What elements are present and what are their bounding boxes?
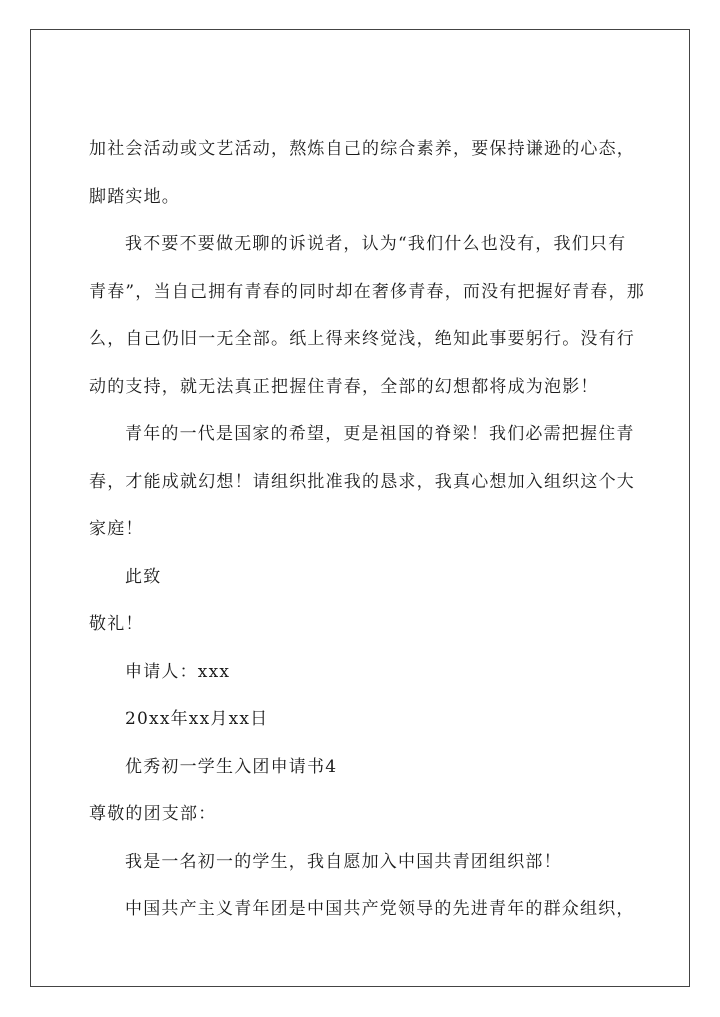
text-line: 加社会活动或文艺活动，熬炼自己的综合素养，要保持谦逊的心态， bbox=[89, 139, 635, 159]
document-body bbox=[89, 126, 649, 934]
section-title: 优秀初一学生入团申请书4 bbox=[125, 756, 338, 777]
text-line: 青春”，当自己拥有青春的同时却在奢侈青春，而没有把握好青春，那 bbox=[89, 281, 645, 302]
text-line: 动的支持，就无法真正把握住青春，全部的幻想都将成为泡影！ bbox=[89, 376, 599, 397]
application-date: 20xx年xx月xx日 bbox=[125, 709, 269, 729]
text-line: 青年的一代是国家的希望，更是祖国的脊梁！我们必需把握住青 bbox=[125, 424, 635, 444]
text-line: 春，才能成就幻想！请组织批准我的恳求，我真心想加入组织这个大 bbox=[89, 471, 635, 492]
closing-salutation: 此致 bbox=[125, 566, 162, 587]
greeting: 尊敬的团支部： bbox=[89, 804, 217, 824]
applicant-name: 申请人：xxx bbox=[125, 661, 231, 682]
document-page bbox=[30, 29, 690, 987]
text-line: 脚踏实地。 bbox=[89, 186, 180, 207]
closing-respect: 敬礼！ bbox=[89, 614, 144, 634]
text-line: 么，自己仍旧一无全部。纸上得来终觉浅，绝知此事要躬行。没有行 bbox=[89, 329, 635, 349]
text-line: 我是一名初一的学生，我自愿加入中国共青团组织部！ bbox=[125, 851, 562, 872]
text-line: 中国共产主义青年团是中国共产党领导的先进青年的群众组织， bbox=[125, 899, 635, 919]
text-line: 我不要不要做无聊的诉说者，认为“我们什么也没有，我们只有 bbox=[125, 234, 627, 254]
text-line: 家庭！ bbox=[89, 519, 144, 539]
